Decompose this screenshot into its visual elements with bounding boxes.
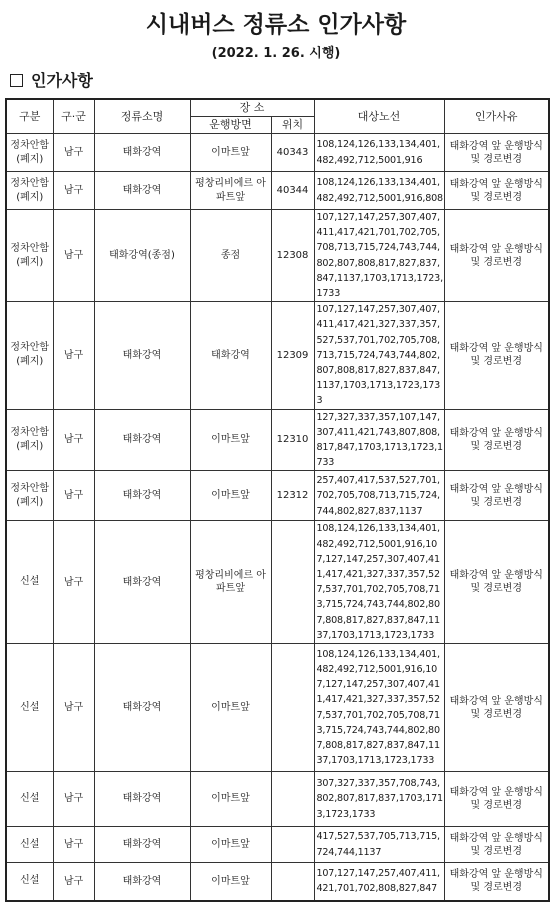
table-row xyxy=(6,827,549,863)
cell-stop-name: 태화강역 xyxy=(94,863,190,901)
cell-district: 남구 xyxy=(53,863,94,901)
cell-position: 12308 xyxy=(271,210,314,302)
cell-direction: 이마트앞 xyxy=(190,644,271,772)
cell-district: 남구 xyxy=(53,172,94,210)
cell-direction: 이마트앞 xyxy=(190,863,271,901)
cell-position xyxy=(271,827,314,863)
approval-table xyxy=(5,98,550,902)
cell-stop-name: 태화강역 xyxy=(94,644,190,772)
cell-direction: 태화강역 xyxy=(190,302,271,409)
page-title: 시내버스 정류소 인가사항 xyxy=(145,12,407,38)
cell-reason: 태화강역 앞 운행방식 및 경로변경 xyxy=(444,134,549,172)
cell-stop-name: 태화강역 xyxy=(94,827,190,863)
cell-district: 남구 xyxy=(53,521,94,644)
cell-routes: 108,124,126,133,134,401,482,492,712,5001,916,107,127,147,257,307,407,411,417,421,327,337,357,527,537,701,702,705,708,713,715,724,743,744,802,807,808,817,827,837,847,1137,1703,1713,1723,1733 xyxy=(314,521,444,644)
header-location: 장 소 xyxy=(190,99,314,117)
cell-type: 신설 xyxy=(6,827,53,863)
cell-routes: 257,407,417,537,527,701,702,705,708,713,715,724,744,802,827,837,1137 xyxy=(314,471,444,521)
cell-routes: 107,127,147,257,307,407,411,417,421,701,702,705,708,713,715,724,743,744,802,807,808,817,827,837,847,1137,1703,1713,1723,1733 xyxy=(314,210,444,302)
cell-reason: 태화강역 앞 운행방식 및 경로변경 xyxy=(444,471,549,521)
table-row xyxy=(6,772,549,827)
cell-position xyxy=(271,521,314,644)
cell-stop-name: 태화강역(종점) xyxy=(94,210,190,302)
cell-reason: 태화강역 앞 운행방식 및 경로변경 xyxy=(444,827,549,863)
cell-type: 신설 xyxy=(6,521,53,644)
cell-reason: 태화강역 앞 운행방식 및 경로변경 xyxy=(444,302,549,409)
cell-routes: 127,327,337,357,107,147,307,411,421,743,807,808,817,847,1703,1713,1723,1733 xyxy=(314,409,444,471)
cell-routes: 307,327,337,357,708,743,802,807,817,837,1703,1713,1723,1733 xyxy=(314,772,444,827)
cell-routes: 107,127,147,257,307,407,411,417,421,327,337,357,527,537,701,702,705,708,713,715,724,743,744,802,807,808,817,827,837,847,1137,1703,1713,1723,1733 xyxy=(314,302,444,409)
cell-routes: 417,527,537,705,713,715,724,744,1137 xyxy=(314,827,444,863)
table-row xyxy=(6,863,549,901)
table-row xyxy=(6,302,549,409)
table-row xyxy=(6,134,549,172)
cell-direction: 종점 xyxy=(190,210,271,302)
cell-direction: 이마트앞 xyxy=(190,134,271,172)
cell-reason: 태화강역 앞 운행방식 및 경로변경 xyxy=(444,772,549,827)
table-row xyxy=(6,210,549,302)
header-reason: 인가사유 xyxy=(444,99,549,134)
table-row xyxy=(6,521,549,644)
cell-type: 정차안함(폐지) xyxy=(6,210,53,302)
cell-direction: 평창리비에르 아파트앞 xyxy=(190,172,271,210)
table-row xyxy=(6,172,549,210)
cell-direction: 평창리비에르 아파트앞 xyxy=(190,521,271,644)
cell-position xyxy=(271,863,314,901)
effective-date: (2022. 1. 26. 시행) xyxy=(211,46,341,61)
header-stop-name: 정류소명 xyxy=(94,99,190,134)
cell-type: 정차안함(폐지) xyxy=(6,409,53,471)
cell-reason: 태화강역 앞 운행방식 및 경로변경 xyxy=(444,172,549,210)
table-row xyxy=(6,471,549,521)
cell-position xyxy=(271,772,314,827)
cell-position xyxy=(271,644,314,772)
cell-reason: 태화강역 앞 운행방식 및 경로변경 xyxy=(444,210,549,302)
cell-direction: 이마트앞 xyxy=(190,772,271,827)
cell-district: 남구 xyxy=(53,644,94,772)
cell-type: 정차안함(폐지) xyxy=(6,172,53,210)
cell-routes: 108,124,126,133,134,401,482,492,712,5001,916,107,127,147,257,307,407,411,417,421,327,337,357,527,537,701,702,705,708,713,715,724,743,744,802,807,808,817,827,837,847,1137,1703,1713,1723,1733 xyxy=(314,644,444,772)
cell-position: 12309 xyxy=(271,302,314,409)
cell-stop-name: 태화강역 xyxy=(94,172,190,210)
cell-type: 정차안함(폐지) xyxy=(6,302,53,409)
cell-district: 남구 xyxy=(53,827,94,863)
cell-type: 정차안함(폐지) xyxy=(6,471,53,521)
section-heading xyxy=(10,68,93,91)
section-title: 인가사항 xyxy=(31,71,93,90)
header-position: 위치 xyxy=(271,117,314,134)
table-row xyxy=(6,644,549,772)
cell-direction: 이마트앞 xyxy=(190,471,271,521)
cell-district: 남구 xyxy=(53,772,94,827)
header-direction: 운행방면 xyxy=(190,117,271,134)
cell-routes: 108,124,126,133,134,401,482,492,712,5001,916 xyxy=(314,134,444,172)
checkbox-square-icon xyxy=(10,74,23,87)
cell-stop-name: 태화강역 xyxy=(94,772,190,827)
cell-position: 40344 xyxy=(271,172,314,210)
cell-position: 40343 xyxy=(271,134,314,172)
cell-stop-name: 태화강역 xyxy=(94,471,190,521)
cell-reason: 태화강역 앞 운행방식 및 경로변경 xyxy=(444,644,549,772)
cell-stop-name: 태화강역 xyxy=(94,134,190,172)
cell-routes: 107,127,147,257,407,411,421,701,702,808,827,847 xyxy=(314,863,444,901)
cell-position: 12310 xyxy=(271,409,314,471)
cell-district: 남구 xyxy=(53,210,94,302)
cell-position: 12312 xyxy=(271,471,314,521)
cell-district: 남구 xyxy=(53,134,94,172)
cell-direction: 이마트앞 xyxy=(190,409,271,471)
cell-district: 남구 xyxy=(53,409,94,471)
cell-direction: 이마트앞 xyxy=(190,827,271,863)
header-district: 구·군 xyxy=(53,99,94,134)
cell-district: 남구 xyxy=(53,471,94,521)
cell-stop-name: 태화강역 xyxy=(94,302,190,409)
cell-reason: 태화강역 앞 운행방식 및 경로변경 xyxy=(444,409,549,471)
cell-type: 신설 xyxy=(6,644,53,772)
cell-district: 남구 xyxy=(53,302,94,409)
cell-reason: 태화강역 앞 운행방식 및 경로변경 xyxy=(444,863,549,901)
cell-type: 신설 xyxy=(6,863,53,901)
cell-routes: 108,124,126,133,134,401,482,492,712,5001,916,808 xyxy=(314,172,444,210)
header-routes: 대상노선 xyxy=(314,99,444,134)
cell-stop-name: 태화강역 xyxy=(94,521,190,644)
cell-reason: 태화강역 앞 운행방식 및 경로변경 xyxy=(444,521,549,644)
cell-type: 정차안함(폐지) xyxy=(6,134,53,172)
table-row xyxy=(6,409,549,471)
header-type: 구분 xyxy=(6,99,53,134)
cell-stop-name: 태화강역 xyxy=(94,409,190,471)
cell-type: 신설 xyxy=(6,772,53,827)
